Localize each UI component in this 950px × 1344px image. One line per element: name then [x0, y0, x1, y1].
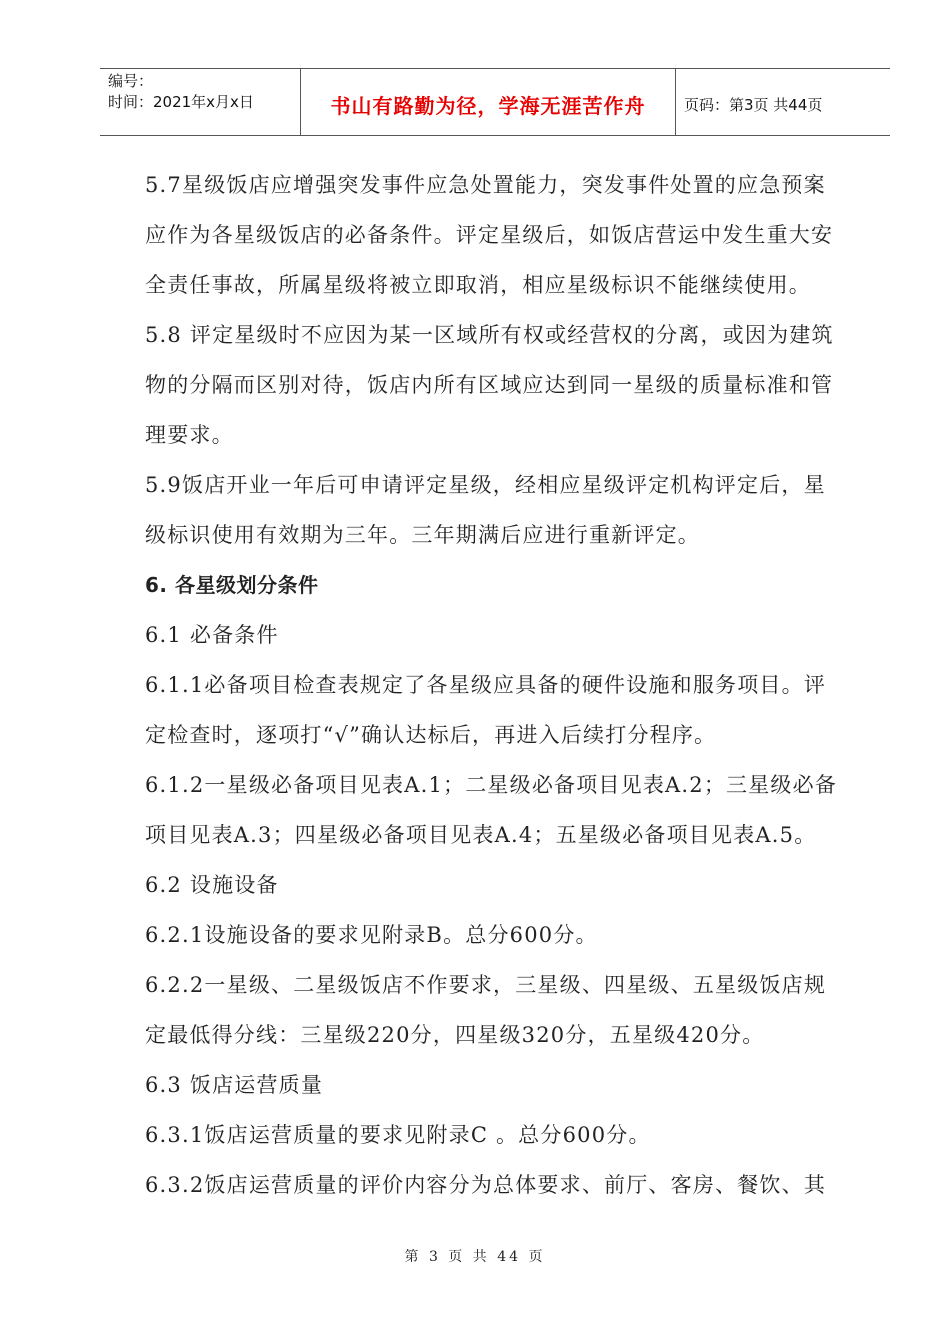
section-heading: 6. 各星级划分条件	[145, 573, 319, 597]
body-line: 6.2.2一星级、二星级饭店不作要求，三星级、四星级、五星级饭店规	[145, 973, 827, 997]
body-line: 6.1.2一星级必备项目见表A.1；二星级必备项目见表A.2；三星级必备	[145, 773, 838, 797]
document-body	[145, 160, 855, 1210]
body-line: 全责任事故，所属星级将被立即取消，相应星级标识不能继续使用。	[145, 273, 811, 297]
body-line: 理要求。	[145, 423, 234, 447]
body-line: 物的分隔而区别对待，饭店内所有区域应达到同一星级的质量标准和管	[145, 373, 834, 397]
header-page-info: 页码：第3页 共44页	[684, 95, 823, 114]
body-line: 定检查时，逐项打“√”确认达标后，再进入后续打分程序。	[145, 723, 717, 747]
subsection-heading: 6.3 饭店运营质量	[145, 1073, 324, 1097]
header-meta	[100, 69, 301, 135]
body-line: 6.3.1饭店运营质量的要求见附录C 。总分600分。	[145, 1123, 651, 1147]
body-line: 5.8 评定星级时不应因为某一区域所有权或经营权的分离，或因为建筑	[145, 323, 834, 347]
body-line: 项目见表A.3；四星级必备项目见表A.4；五星级必备项目见表A.5。	[145, 823, 817, 847]
document-date: 时间：2021年x月x日	[108, 93, 254, 111]
body-line: 应作为各星级饭店的必备条件。评定星级后，如饭店营运中发生重大安	[145, 223, 834, 247]
page-footer: 第 3 页 共 44 页	[404, 1249, 546, 1265]
body-line: 5.9饭店开业一年后可申请评定星级，经相应星级评定机构评定后，星	[145, 473, 826, 497]
body-line: 定最低得分线：三星级220分，四星级320分，五星级420分。	[145, 1023, 765, 1047]
body-line: 6.1.1必备项目检查表规定了各星级应具备的硬件设施和服务项目。评	[145, 673, 827, 697]
document-number-label: 编号：	[108, 72, 154, 90]
page-header	[100, 68, 890, 136]
subsection-heading: 6.2 设施设备	[145, 873, 279, 897]
body-line: 6.2.1设施设备的要求见附录B。总分600分。	[145, 923, 598, 947]
body-line: 级标识使用有效期为三年。三年期满后应进行重新评定。	[145, 523, 700, 547]
body-line: 5.7星级饭店应增强突发事件应急处置能力，突发事件处置的应急预案	[145, 173, 826, 197]
header-motto: 书山有路勤为径，学海无涯苦作舟	[301, 69, 676, 135]
subsection-heading: 6.1 必备条件	[145, 623, 279, 647]
body-line: 6.3.2饭店运营质量的评价内容分为总体要求、前厅、客房、餐饮、其	[145, 1173, 827, 1197]
